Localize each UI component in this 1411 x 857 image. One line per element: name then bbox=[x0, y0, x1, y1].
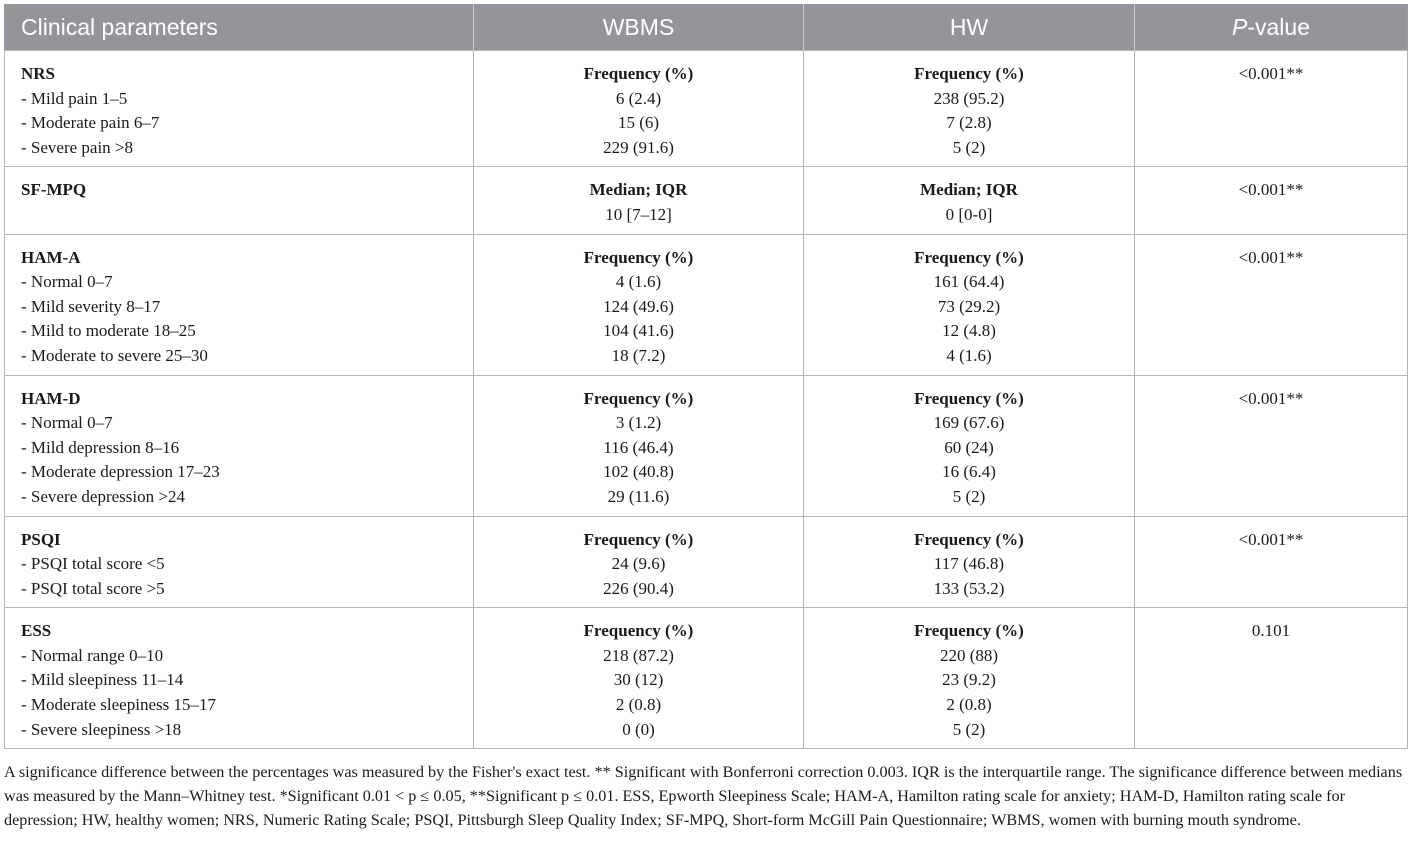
hw-value: 5 (2) bbox=[952, 719, 986, 739]
p-value: <0.001** bbox=[1238, 388, 1304, 408]
hw-value: 12 (4.8) bbox=[942, 321, 996, 341]
hw-cell bbox=[804, 167, 1135, 234]
header-clinical-parameters: Clinical parameters bbox=[5, 5, 474, 51]
table-row bbox=[5, 234, 1408, 375]
hw-value: 169 (67.6) bbox=[933, 413, 1005, 433]
table-row bbox=[5, 51, 1408, 167]
parameter-category: - PSQI total score <5 bbox=[21, 554, 165, 574]
p-value: <0.001** bbox=[1238, 247, 1304, 267]
parameter-category: - Moderate depression 17–23 bbox=[21, 462, 220, 482]
parameter-category: - Mild to moderate 18–25 bbox=[21, 321, 196, 341]
p-value-cell bbox=[1135, 234, 1408, 375]
header-p-italic: P bbox=[1232, 14, 1248, 40]
hw-value: 73 (29.2) bbox=[937, 296, 1001, 316]
parameter-category: - PSQI total score >5 bbox=[21, 578, 165, 598]
wbms-stat-label: Frequency (%) bbox=[583, 529, 694, 549]
wbms-stat-label: Frequency (%) bbox=[583, 64, 694, 83]
parameter-cell bbox=[5, 51, 474, 167]
wbms-value: 6 (2.4) bbox=[615, 88, 662, 108]
hw-stat-label: Frequency (%) bbox=[914, 388, 1024, 408]
parameter-category: - Normal range 0–10 bbox=[21, 645, 164, 665]
parameter-cell bbox=[5, 234, 474, 375]
wbms-stat-label: Frequency (%) bbox=[583, 247, 694, 267]
wbms-cell bbox=[474, 516, 804, 608]
wbms-value: 218 (87.2) bbox=[603, 645, 674, 665]
wbms-stat-label: Frequency (%) bbox=[583, 388, 694, 408]
table-row bbox=[5, 167, 1408, 234]
parameter-title: HAM-A bbox=[21, 247, 81, 267]
hw-value: 133 (53.2) bbox=[933, 578, 1005, 598]
hw-cell bbox=[804, 375, 1135, 516]
hw-cell bbox=[804, 234, 1135, 375]
parameter-title: SF-MPQ bbox=[21, 180, 87, 200]
parameter-cell bbox=[5, 608, 474, 749]
parameter-category: - Mild severity 8–17 bbox=[21, 296, 161, 316]
parameter-category: - Mild depression 8–16 bbox=[21, 437, 180, 457]
hw-value: 16 (6.4) bbox=[942, 462, 996, 482]
table-body bbox=[5, 51, 1408, 749]
wbms-stat-label: Frequency (%) bbox=[583, 621, 694, 641]
table-footnote: A significance difference between the percentages was measured by the Fisher's exact test. ** Significant with Bonferroni correction 0.003. IQR is the interquartile range. The significance difference between medians was measured by the Mann–Whitney test. *Significant 0.01 < p ≤ 0.05, **Significant p ≤ 0.01. ESS, Epworth Sleepiness Scale; HAM-A, Hamilton rating scale for anxiety; HAM-D, Hamilton rating scale for depression; HW, healthy women; NRS, Numeric Rating Scale; PSQI, Pittsburgh Sleep Quality Index; SF-MPQ, Short-form McGill Pain Questionnaire; WBMS, women with burning mouth syndrome. bbox=[4, 763, 1403, 830]
wbms-value: 104 (41.6) bbox=[603, 321, 674, 341]
table-row bbox=[5, 516, 1408, 608]
p-value: <0.001** bbox=[1238, 529, 1304, 549]
parameter-title: ESS bbox=[21, 621, 52, 641]
hw-value: 0 [0-0] bbox=[945, 204, 993, 224]
hw-value: 2 (0.8) bbox=[946, 695, 992, 715]
parameter-title: HAM-D bbox=[21, 388, 81, 408]
wbms-value: 24 (9.6) bbox=[611, 554, 666, 574]
wbms-cell bbox=[474, 167, 804, 234]
hw-value: 161 (64.4) bbox=[933, 272, 1005, 292]
wbms-value: 10 [7–12] bbox=[605, 204, 672, 224]
parameter-category: - Normal 0–7 bbox=[21, 272, 113, 292]
hw-value: 220 (88) bbox=[939, 645, 999, 665]
hw-value: 4 (1.6) bbox=[946, 345, 992, 365]
parameter-cell bbox=[5, 375, 474, 516]
parameter-category: - Mild pain 1–5 bbox=[21, 88, 128, 108]
hw-value: 60 (24) bbox=[944, 437, 994, 457]
hw-stat-label: Median; IQR bbox=[920, 180, 1018, 200]
parameter-category: - Moderate to severe 25–30 bbox=[21, 345, 208, 365]
header-hw: HW bbox=[804, 5, 1135, 51]
header-p-rest: -value bbox=[1247, 14, 1310, 40]
wbms-value: 29 (11.6) bbox=[607, 486, 670, 506]
header-wbms: WBMS bbox=[474, 5, 804, 51]
table-row bbox=[5, 375, 1408, 516]
parameter-category: - Moderate sleepiness 15–17 bbox=[21, 695, 216, 715]
wbms-cell bbox=[474, 375, 804, 516]
parameter-category: - Severe sleepiness >18 bbox=[21, 719, 182, 739]
wbms-value: 116 (46.4) bbox=[603, 437, 674, 457]
p-value: <0.001** bbox=[1238, 180, 1304, 200]
wbms-cell bbox=[474, 608, 804, 749]
hw-value: 238 (95.2) bbox=[933, 88, 1005, 108]
wbms-value: 18 (7.2) bbox=[611, 345, 666, 365]
p-value-cell bbox=[1135, 51, 1408, 167]
wbms-value: 2 (0.8) bbox=[615, 695, 662, 715]
hw-cell bbox=[804, 608, 1135, 749]
wbms-stat-label: Median; IQR bbox=[589, 180, 688, 200]
p-value-cell bbox=[1135, 167, 1408, 234]
hw-value: 117 (46.8) bbox=[933, 554, 1005, 574]
header-p-value bbox=[1135, 5, 1408, 51]
wbms-value: 30 (12) bbox=[613, 670, 664, 690]
parameter-category: - Normal 0–7 bbox=[21, 413, 113, 433]
hw-value: 23 (9.2) bbox=[942, 670, 996, 690]
table-row bbox=[5, 608, 1408, 749]
hw-stat-label: Frequency (%) bbox=[914, 621, 1024, 641]
parameter-category: - Moderate pain 6–7 bbox=[21, 113, 160, 133]
hw-value: 7 (2.8) bbox=[946, 113, 992, 133]
parameter-cell bbox=[5, 167, 474, 234]
wbms-cell bbox=[474, 234, 804, 375]
parameter-title: NRS bbox=[21, 64, 56, 83]
header-row bbox=[5, 5, 1408, 51]
p-value-cell bbox=[1135, 608, 1408, 749]
wbms-value: 15 (6) bbox=[617, 113, 660, 133]
table-header bbox=[5, 5, 1408, 51]
parameter-title: PSQI bbox=[21, 529, 61, 549]
hw-value: 5 (2) bbox=[952, 486, 986, 506]
parameter-category: - Severe pain >8 bbox=[21, 137, 134, 157]
hw-stat-label: Frequency (%) bbox=[914, 64, 1024, 83]
wbms-cell bbox=[474, 51, 804, 167]
parameter-cell bbox=[5, 516, 474, 608]
p-value-cell bbox=[1135, 516, 1408, 608]
wbms-value: 4 (1.6) bbox=[615, 272, 662, 292]
wbms-value: 229 (91.6) bbox=[603, 137, 674, 157]
p-value: 0.101 bbox=[1251, 621, 1291, 641]
wbms-value: 226 (90.4) bbox=[603, 578, 674, 598]
p-value: <0.001** bbox=[1238, 64, 1304, 83]
hw-cell bbox=[804, 51, 1135, 167]
hw-stat-label: Frequency (%) bbox=[914, 529, 1024, 549]
wbms-value: 124 (49.6) bbox=[603, 296, 674, 316]
clinical-parameters-table bbox=[4, 4, 1408, 749]
parameter-category: - Mild sleepiness 11–14 bbox=[21, 670, 184, 690]
wbms-value: 102 (40.8) bbox=[603, 462, 674, 482]
wbms-value: 3 (1.2) bbox=[615, 413, 662, 433]
hw-cell bbox=[804, 516, 1135, 608]
parameter-category: - Severe depression >24 bbox=[21, 486, 185, 506]
hw-stat-label: Frequency (%) bbox=[914, 247, 1024, 267]
p-value-cell bbox=[1135, 375, 1408, 516]
wbms-value: 0 (0) bbox=[622, 719, 655, 739]
clinical-parameters-table-container bbox=[4, 4, 1407, 749]
hw-value: 5 (2) bbox=[952, 137, 986, 157]
